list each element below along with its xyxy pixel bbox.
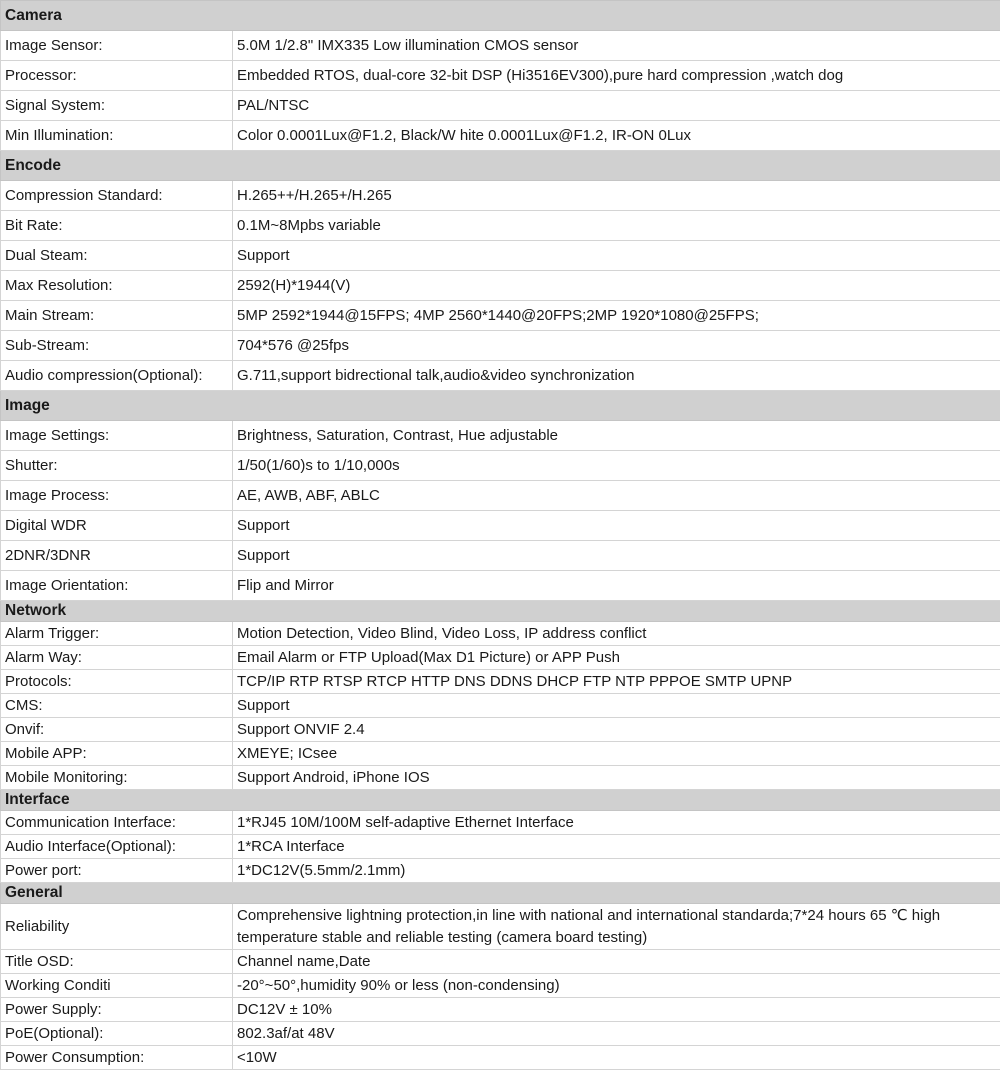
spec-value: 5.0M 1/2.8" IMX335 Low illumination CMOS sensor [233, 31, 1000, 61]
table-row [1, 859, 1000, 883]
table-row [1, 904, 1000, 950]
spec-value: Embedded RTOS, dual-core 32-bit DSP (Hi3516EV300),pure hard compression ,watch dog [233, 61, 1000, 91]
table-row [1, 670, 1000, 694]
spec-value: Motion Detection, Video Blind, Video Loss, IP address conflict [233, 622, 1000, 646]
table-row [1, 742, 1000, 766]
spec-label: Digital WDR [1, 511, 233, 541]
table-row [1, 622, 1000, 646]
spec-value: Support Android, iPhone IOS [233, 766, 1000, 790]
section-header-image [1, 391, 1000, 421]
section-header-network [1, 601, 1000, 622]
table-row [1, 301, 1000, 331]
spec-label: Image Settings: [1, 421, 233, 451]
spec-value: Flip and Mirror [233, 571, 1000, 601]
spec-value: Comprehensive lightning protection,in line with national and international standarda;7*24 hours 65 ℃ high temperature stable and reliable testing (camera board testing) [233, 904, 1000, 950]
table-row [1, 835, 1000, 859]
table-row [1, 451, 1000, 481]
spec-value: 1*RCA Interface [233, 835, 1000, 859]
spec-value: 1*RJ45 10M/100M self-adaptive Ethernet Interface [233, 811, 1000, 835]
spec-label: Power Supply: [1, 998, 233, 1022]
table-row [1, 121, 1000, 151]
spec-label: Onvif: [1, 718, 233, 742]
table-row [1, 974, 1000, 998]
spec-label: 2DNR/3DNR [1, 541, 233, 571]
table-row [1, 481, 1000, 511]
table-row [1, 571, 1000, 601]
table-row [1, 361, 1000, 391]
spec-label: Power Consumption: [1, 1046, 233, 1070]
spec-label: Sub-Stream: [1, 331, 233, 361]
spec-value: 1/50(1/60)s to 1/10,000s [233, 451, 1000, 481]
spec-value: 2592(H)*1944(V) [233, 271, 1000, 301]
table-row [1, 511, 1000, 541]
spec-value: G.711,support bidrectional talk,audio&video synchronization [233, 361, 1000, 391]
spec-value: Color 0.0001Lux@F1.2, Black/W hite 0.0001Lux@F1.2, IR-ON 0Lux [233, 121, 1000, 151]
spec-label: Min Illumination: [1, 121, 233, 151]
spec-label: Processor: [1, 61, 233, 91]
table-row [1, 271, 1000, 301]
spec-label: Max Resolution: [1, 271, 233, 301]
section-header-encode [1, 151, 1000, 181]
spec-value: 1*DC12V(5.5mm/2.1mm) [233, 859, 1000, 883]
table-row [1, 1046, 1000, 1070]
spec-value: TCP/IP RTP RTSP RTCP HTTP DNS DDNS DHCP FTP NTP PPPOE SMTP UPNP [233, 670, 1000, 694]
spec-label: Audio compression(Optional): [1, 361, 233, 391]
spec-label: Image Orientation: [1, 571, 233, 601]
table-row [1, 211, 1000, 241]
table-row [1, 61, 1000, 91]
spec-label: CMS: [1, 694, 233, 718]
spec-value: <10W [233, 1046, 1000, 1070]
spec-label: Image Process: [1, 481, 233, 511]
spec-label: Power port: [1, 859, 233, 883]
table-row [1, 241, 1000, 271]
spec-label: Main Stream: [1, 301, 233, 331]
spec-value: Support [233, 511, 1000, 541]
spec-label: Audio Interface(Optional): [1, 835, 233, 859]
spec-value: 704*576 @25fps [233, 331, 1000, 361]
spec-label: Protocols: [1, 670, 233, 694]
table-row [1, 811, 1000, 835]
section-title: Camera [1, 1, 1000, 31]
spec-label: Reliability [1, 904, 233, 950]
spec-value: DC12V ± 10% [233, 998, 1000, 1022]
section-header-general [1, 883, 1000, 904]
spec-label: Alarm Way: [1, 646, 233, 670]
spec-value: XMEYE; ICsee [233, 742, 1000, 766]
table-row [1, 421, 1000, 451]
spec-label: Signal System: [1, 91, 233, 121]
table-row [1, 766, 1000, 790]
spec-value: Support [233, 694, 1000, 718]
section-header-camera [1, 1, 1000, 31]
table-row [1, 91, 1000, 121]
spec-label: Bit Rate: [1, 211, 233, 241]
spec-label: Dual Steam: [1, 241, 233, 271]
spec-label: PoE(Optional): [1, 1022, 233, 1046]
table-row [1, 718, 1000, 742]
spec-value: 0.1M~8Mpbs variable [233, 211, 1000, 241]
section-title: General [1, 883, 1000, 904]
spec-value: -20°~50°,humidity 90% or less (non-condensing) [233, 974, 1000, 998]
table-row [1, 950, 1000, 974]
spec-value: H.265++/H.265+/H.265 [233, 181, 1000, 211]
table-row [1, 694, 1000, 718]
spec-label: Mobile APP: [1, 742, 233, 766]
section-title: Interface [1, 790, 1000, 811]
table-row [1, 181, 1000, 211]
spec-label: Image Sensor: [1, 31, 233, 61]
section-title: Network [1, 601, 1000, 622]
spec-label: Alarm Trigger: [1, 622, 233, 646]
section-title: Encode [1, 151, 1000, 181]
spec-label: Communication Interface: [1, 811, 233, 835]
spec-label: Mobile Monitoring: [1, 766, 233, 790]
spec-value: 5MP 2592*1944@15FPS; 4MP 2560*1440@20FPS;2MP 1920*1080@25FPS; [233, 301, 1000, 331]
table-row [1, 541, 1000, 571]
spec-value: Brightness, Saturation, Contrast, Hue adjustable [233, 421, 1000, 451]
spec-value: PAL/NTSC [233, 91, 1000, 121]
spec-value: AE, AWB, ABF, ABLC [233, 481, 1000, 511]
table-row [1, 31, 1000, 61]
spec-label: Title OSD: [1, 950, 233, 974]
spec-label: Compression Standard: [1, 181, 233, 211]
table-row [1, 331, 1000, 361]
section-title: Image [1, 391, 1000, 421]
spec-label: Working Conditi [1, 974, 233, 998]
spec-label: Shutter: [1, 451, 233, 481]
table-row [1, 1022, 1000, 1046]
table-row [1, 998, 1000, 1022]
spec-value: 802.3af/at 48V [233, 1022, 1000, 1046]
spec-value: Support [233, 241, 1000, 271]
section-header-interface [1, 790, 1000, 811]
spec-value: Channel name,Date [233, 950, 1000, 974]
spec-value: Support [233, 541, 1000, 571]
table-row [1, 646, 1000, 670]
spec-value: Email Alarm or FTP Upload(Max D1 Picture) or APP Push [233, 646, 1000, 670]
spec-value: Support ONVIF 2.4 [233, 718, 1000, 742]
